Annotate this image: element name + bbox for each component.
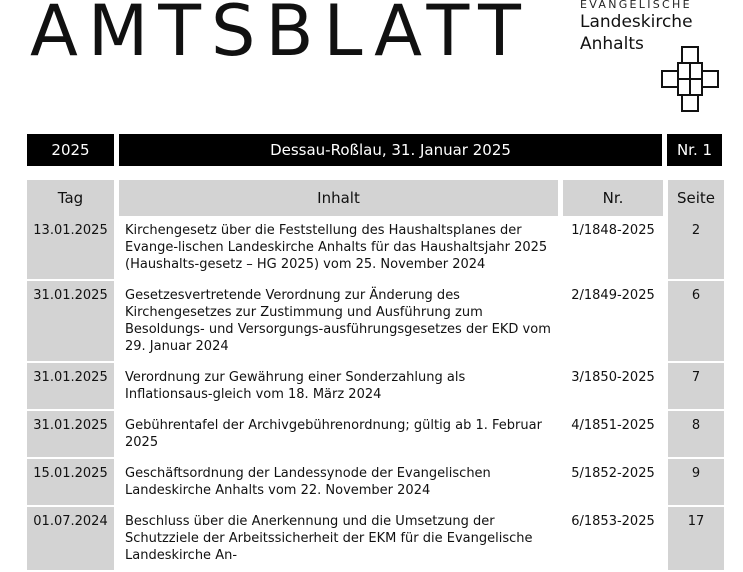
row-date: 01.07.2024 xyxy=(27,507,119,572)
org-line-1: EVANGELISCHE xyxy=(580,0,692,11)
row-title[interactable]: Gesetzesvertretende Verordnung zur Änderung des Kirchengesetzes zur Zustimmung und Ausführung zum Besoldungs- und Versorgungs-ausführungsgesetzes der EKD vom 29. Januar 2024 xyxy=(119,281,563,363)
row-nr: 4/1851-2025 xyxy=(563,411,668,459)
table-row xyxy=(27,281,724,363)
row-date: 31.01.2025 xyxy=(27,281,119,363)
row-nr: 6/1853-2025 xyxy=(563,507,668,572)
row-page: 8 xyxy=(668,411,724,459)
row-title[interactable]: Geschäftsordnung der Landessynode der Evangelischen Landeskirche Anhalts vom 22. November 2024 xyxy=(119,459,563,507)
issue-place-date: Dessau-Roßlau, 31. Januar 2025 xyxy=(119,134,662,166)
row-title[interactable]: Kirchengesetz über die Feststellung des Haushaltsplanes der Evange-lischen Landeskirche Anhalts für das Haushaltsjahr 2025 (Haushalts-gesetz – HG 2025) vom 25. November 2024 xyxy=(119,216,563,281)
row-date: 31.01.2025 xyxy=(27,363,119,411)
table-row xyxy=(27,459,724,507)
row-title[interactable]: Beschluss über die Anerkennung und die Umsetzung der Schutzziele der Arbeitssicherheit der EKM für die Evangelische Landeskirche An- xyxy=(119,507,563,572)
header-nr: Nr. xyxy=(563,180,668,216)
toc-header-row xyxy=(27,180,724,216)
row-nr: 1/1848-2025 xyxy=(563,216,668,281)
header-page: Seite xyxy=(668,180,724,216)
row-page: 7 xyxy=(668,363,724,411)
table-row xyxy=(27,363,724,411)
issue-bar xyxy=(27,134,722,166)
row-page: 2 xyxy=(668,216,724,281)
table-row xyxy=(27,507,724,572)
row-nr: 3/1850-2025 xyxy=(563,363,668,411)
row-date: 15.01.2025 xyxy=(27,459,119,507)
org-line-3: Anhalts xyxy=(580,34,644,54)
table-row xyxy=(27,216,724,281)
row-date: 31.01.2025 xyxy=(27,411,119,459)
issue-number: Nr. 1 xyxy=(667,134,722,166)
row-page: 6 xyxy=(668,281,724,363)
row-title[interactable]: Verordnung zur Gewährung einer Sonderzahlung als Inflationsaus-gleich vom 18. März 2024 xyxy=(119,363,563,411)
issue-year: 2025 xyxy=(27,134,114,166)
row-date: 13.01.2025 xyxy=(27,216,119,281)
row-nr: 5/1852-2025 xyxy=(563,459,668,507)
org-line-2: Landeskirche xyxy=(580,12,693,32)
masthead-title: AMTSBLATT xyxy=(30,0,531,72)
header-date: Tag xyxy=(27,180,119,216)
table-row xyxy=(27,411,724,459)
cross-emblem-icon xyxy=(660,45,720,115)
row-page: 17 xyxy=(668,507,724,572)
row-page: 9 xyxy=(668,459,724,507)
row-title[interactable]: Gebührentafel der Archivgebührenordnung; gültig ab 1. Februar 2025 xyxy=(119,411,563,459)
table-of-contents xyxy=(27,180,724,572)
header-content: Inhalt xyxy=(119,180,563,216)
row-nr: 2/1849-2025 xyxy=(563,281,668,363)
